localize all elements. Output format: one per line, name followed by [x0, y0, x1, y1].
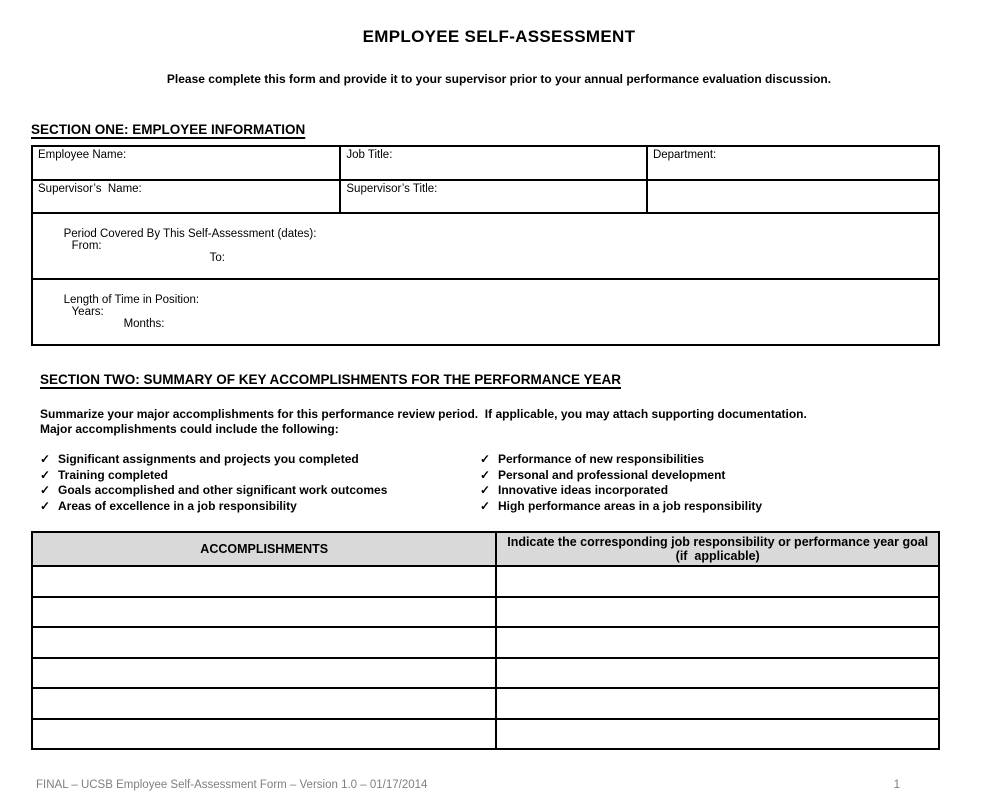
- accomplishment-input-cell[interactable]: [32, 627, 496, 658]
- check-icon: ✓: [480, 483, 491, 497]
- table-row: [32, 213, 939, 279]
- years-label: Years:: [71, 306, 104, 318]
- footer-text: FINAL – UCSB Employee Self-Assessment Form – Version 1.0 – 01/17/2014: [36, 779, 428, 791]
- responsibility-input-cell[interactable]: [496, 719, 939, 750]
- months-label: Months:: [123, 318, 165, 330]
- accomplishment-row: [32, 627, 939, 658]
- table-header-row: [32, 532, 939, 566]
- accomplishment-input-cell[interactable]: [32, 658, 496, 689]
- list-item-label: Significant assignments and projects you completed: [58, 452, 359, 466]
- supervisor-name-cell[interactable]: [32, 180, 340, 213]
- accomplishment-input-cell[interactable]: [32, 597, 496, 628]
- accomplishments-tbody: [32, 566, 939, 749]
- form-title: EMPLOYEE SELF-ASSESSMENT: [362, 27, 636, 46]
- supervisor-title-cell[interactable]: [340, 180, 647, 213]
- accomplishment-row: [32, 597, 939, 628]
- responsibility-input-cell[interactable]: [496, 688, 939, 719]
- list-item-label: Performance of new responsibilities: [498, 452, 705, 466]
- accomplishments-column-header: ACCOMPLISHMENTS: [32, 532, 496, 566]
- list-item: [40, 483, 480, 499]
- accomplishment-row: [32, 566, 939, 597]
- accomplishment-row: [32, 688, 939, 719]
- page-number: 1: [893, 779, 900, 791]
- table-row: [32, 180, 939, 213]
- from-label: From:: [71, 240, 102, 252]
- check-icon: ✓: [40, 483, 51, 497]
- job-responsibility-column-header: Indicate the corresponding job responsibility or performance year goal (if applicable): [496, 532, 939, 566]
- job-title-cell[interactable]: [340, 146, 647, 180]
- responsibility-input-cell[interactable]: [496, 658, 939, 689]
- length-of-time-cell[interactable]: [32, 279, 939, 345]
- employee-info-table: [31, 145, 940, 346]
- list-item-label: Personal and professional development: [498, 467, 726, 482]
- responsibility-input-cell[interactable]: [496, 597, 939, 628]
- responsibility-input-cell[interactable]: [496, 627, 939, 658]
- accomplishment-row: [32, 658, 939, 689]
- accomplishment-examples: [40, 452, 998, 514]
- check-icon: ✓: [40, 498, 51, 513]
- accomplishments-table: [31, 531, 940, 750]
- job-title-label: Job Title:: [346, 149, 393, 161]
- intro-line-2: Major accomplishments could include the following:: [40, 422, 339, 436]
- accomplishment-input-cell[interactable]: [32, 566, 496, 597]
- accomplishment-input-cell[interactable]: [32, 719, 496, 750]
- check-icon: ✓: [40, 452, 51, 466]
- supervisor-title-label: Supervisor’s Title:: [346, 183, 438, 195]
- accomplishment-row: [32, 719, 939, 750]
- examples-list-right: [480, 452, 920, 514]
- department-cell[interactable]: [647, 146, 939, 180]
- department-label: Department:: [652, 149, 717, 161]
- supervisor-name-label: Supervisor’s Name:: [38, 183, 142, 195]
- list-item: [40, 468, 480, 484]
- list-item: [480, 468, 920, 484]
- to-label: To:: [209, 252, 225, 264]
- check-icon: ✓: [480, 452, 491, 466]
- list-item: [480, 483, 920, 499]
- responsibility-input-cell[interactable]: [496, 566, 939, 597]
- list-item: [40, 452, 480, 468]
- list-item-label: Areas of excellence in a job responsibility: [58, 498, 297, 513]
- length-of-time-label: Length of Time in Position:: [63, 294, 200, 306]
- table-row: [32, 279, 939, 345]
- period-covered-cell[interactable]: [32, 213, 939, 279]
- check-icon: ✓: [40, 467, 51, 482]
- list-item: [40, 499, 480, 515]
- table-row: [32, 146, 939, 180]
- check-icon: ✓: [480, 467, 491, 482]
- employee-name-cell[interactable]: [32, 146, 340, 180]
- list-item-label: High performance areas in a job responsibility: [498, 498, 763, 513]
- list-item-label: Training completed: [58, 467, 169, 482]
- section-two-heading: SECTION TWO: SUMMARY OF KEY ACCOMPLISHMENTS FOR THE PERFORMANCE YEAR: [40, 372, 622, 387]
- employee-name-label: Employee Name:: [38, 149, 127, 161]
- section-two-intro: [40, 407, 998, 437]
- form-instructions: Please complete this form and provide it to your supervisor prior to your annual performance evaluation discussion.: [166, 72, 832, 86]
- list-item-label: Innovative ideas incorporated: [498, 483, 669, 497]
- empty-cell[interactable]: [647, 180, 939, 213]
- list-item: [480, 499, 920, 515]
- intro-line-1: Summarize your major accomplishments for this performance review period. If applicable, you may attach supporting documentation.: [40, 407, 807, 421]
- examples-list-left: [40, 452, 480, 514]
- check-icon: ✓: [480, 498, 491, 513]
- accomplishment-input-cell[interactable]: [32, 688, 496, 719]
- list-item-label: Goals accomplished and other significant work outcomes: [58, 483, 388, 497]
- list-item: [480, 452, 920, 468]
- page-footer: [36, 779, 900, 791]
- section-one-heading: SECTION ONE: EMPLOYEE INFORMATION: [31, 122, 306, 137]
- period-covered-label: Period Covered By This Self-Assessment (dates):: [63, 228, 317, 240]
